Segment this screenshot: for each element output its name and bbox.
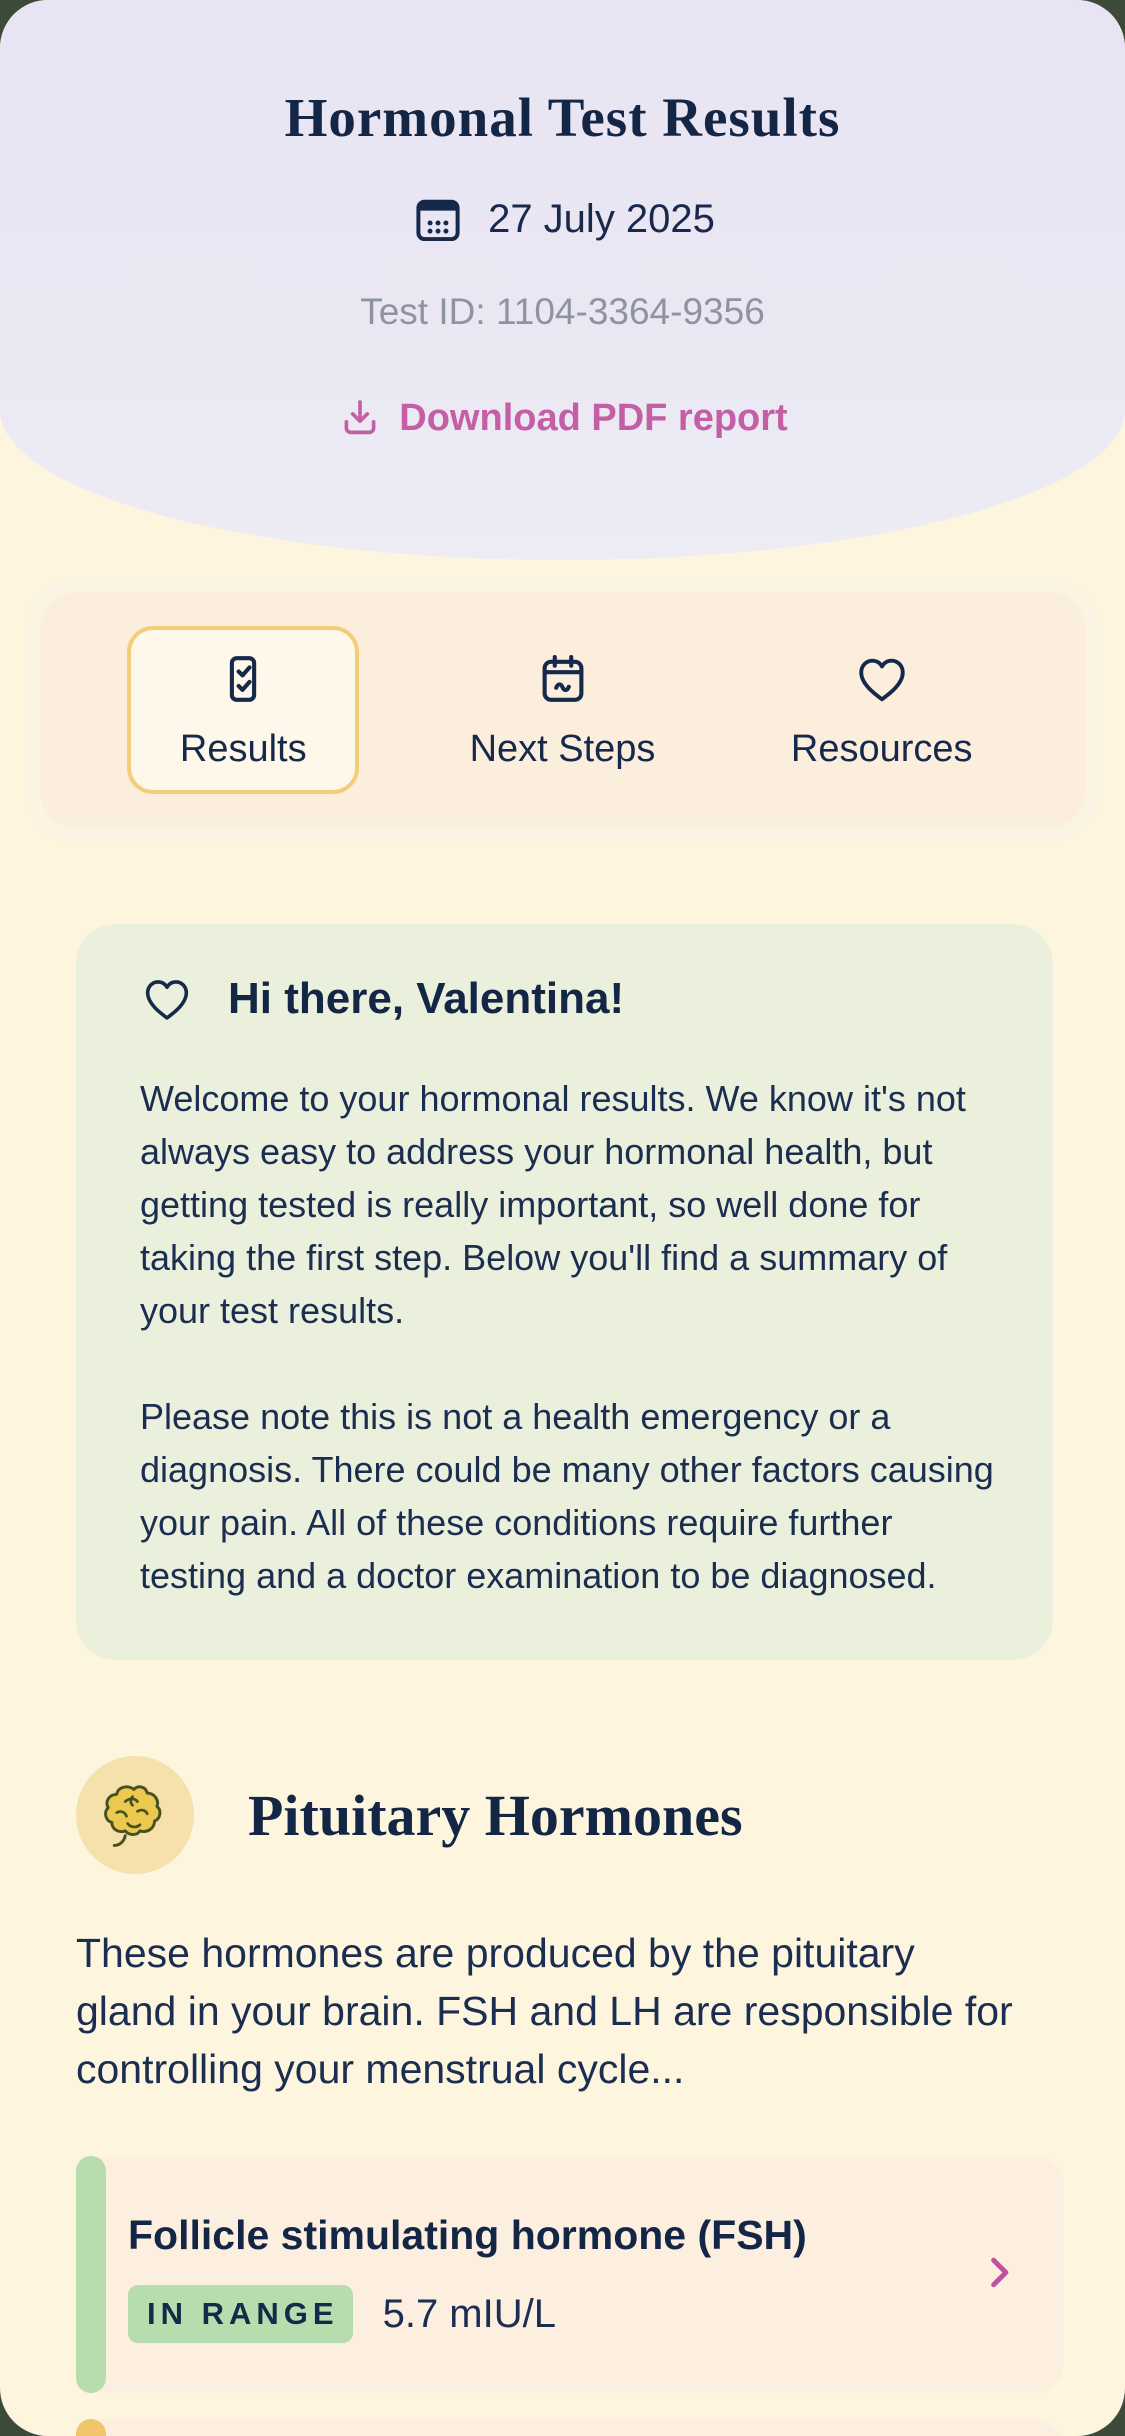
result-card-fsh[interactable] [76, 2156, 1064, 2393]
brain-icon [76, 1756, 194, 1874]
download-icon [337, 395, 383, 441]
greeting-title: Hi there, Valentina! [228, 974, 625, 1023]
tab-results[interactable] [127, 626, 359, 794]
tab-resources[interactable] [766, 626, 998, 794]
tab-label: Results [179, 727, 307, 770]
accent-bar [76, 2156, 106, 2393]
result-detail-row [128, 2285, 807, 2343]
accent-bar [76, 2419, 106, 2436]
greeting-paragraph-1: Welcome to your hormonal results. We know it's not always easy to address your hormonal health, but getting tested is really important, so well done for taking the first step. Below you'll find a summary of your test results. [140, 1078, 966, 1331]
calendar-schedule-icon [534, 650, 592, 708]
tab-label: Next Steps [469, 727, 656, 770]
result-card-body [106, 2156, 847, 2393]
test-id-label: Test ID: [360, 291, 486, 332]
chevron-right-icon [976, 2249, 1022, 2300]
test-id-value: 1104-3364-9356 [495, 291, 765, 332]
test-date: 27 July 2025 [488, 196, 715, 241]
result-name: Follicle stimulating hormone (FSH) [128, 2212, 807, 2258]
section-header [76, 1756, 1049, 1874]
download-pdf-link[interactable] [0, 395, 1125, 441]
status-badge: IN RANGE [128, 2285, 353, 2343]
heart-icon [140, 972, 194, 1026]
tab-bar [40, 592, 1085, 828]
tab-label: Resources [790, 727, 973, 770]
greeting-header [140, 972, 997, 1026]
section-title: Pituitary Hormones [248, 1782, 743, 1848]
test-date-row [0, 191, 1125, 247]
section-description: These hormones are produced by the pituitary gland in your brain. FSH and LH are responsible for controlling your menstrual cycle... [76, 1930, 1013, 2092]
checklist-icon [214, 650, 272, 708]
tab-next-steps[interactable] [447, 626, 679, 794]
calendar-icon [410, 191, 466, 247]
download-label: Download PDF report [399, 396, 788, 439]
heart-icon [853, 650, 911, 708]
hero-header [0, 0, 1125, 560]
test-id [0, 291, 1125, 333]
result-card-next[interactable] [76, 2419, 1064, 2436]
page-title: Hormonal Test Results [284, 87, 841, 148]
greeting-paragraph-2: Please note this is not a health emergency or a diagnosis. There could be many other factors causing your pain. All of these conditions require further testing and a doctor examination to be diagnosed. [140, 1396, 994, 1596]
greeting-card [76, 924, 1053, 1660]
result-value: 5.7 mIU/L [382, 2291, 556, 2336]
